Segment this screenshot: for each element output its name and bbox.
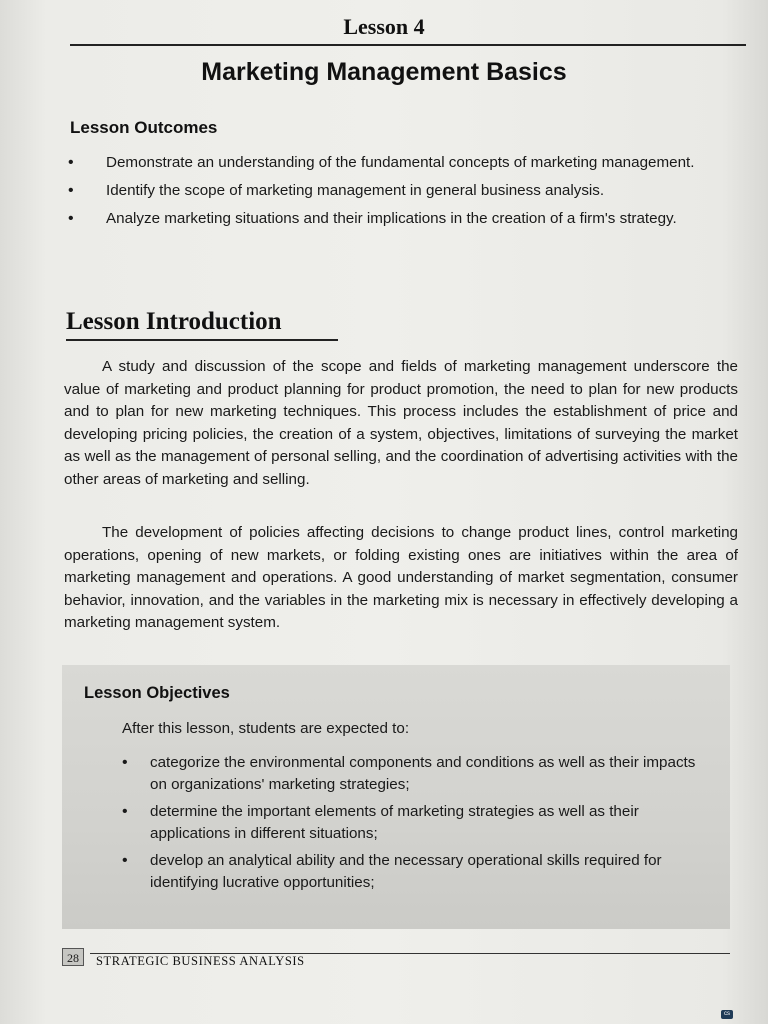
bullet-icon: • xyxy=(68,210,74,227)
outcomes-list xyxy=(66,152,742,236)
lesson-title: Marketing Management Basics xyxy=(201,58,567,86)
introduction-underline xyxy=(66,339,338,341)
bullet-icon: • xyxy=(68,154,74,171)
outcome-text: Identify the scope of marketing management in general business analysis. xyxy=(106,182,605,199)
introduction-heading: Lesson Introduction xyxy=(66,308,282,335)
objective-text: categorize the environmental components and conditions as well as their impacts on organizations' marketing strategies; xyxy=(150,754,696,793)
bullet-icon: • xyxy=(122,803,128,820)
objectives-intro: After this lesson, students are expected to: xyxy=(122,720,410,737)
page-number: 28 xyxy=(62,948,84,966)
title-divider xyxy=(70,44,746,46)
outcomes-heading: Lesson Outcomes xyxy=(70,118,218,137)
list-item xyxy=(66,180,742,202)
list-item xyxy=(120,850,710,894)
outcome-text: Demonstrate an understanding of the fundamental concepts of marketing management. xyxy=(106,154,695,171)
objectives-list xyxy=(120,752,710,899)
introduction-paragraph: A study and discussion of the scope and fields of marketing management underscore the value of marketing and product planning for product promotion, the need to plan for new products and to plan for new marketing techniques. This process includes the establishment of price and developing pricing policies, the creation of a system, objectives, limitations of surveying the market as well as the management of personal selling, and the coordination of advertising activities with the other areas of marketing and selling. xyxy=(64,358,738,488)
outcome-text: Analyze marketing situations and their implications in the creation of a firm's strategy. xyxy=(106,210,677,227)
running-footer-title: STRATEGIC BUSINESS ANALYSIS xyxy=(96,954,305,968)
scanner-badge-icon: cs xyxy=(721,1010,733,1019)
bullet-icon: • xyxy=(122,852,128,869)
bullet-icon: • xyxy=(68,182,74,199)
objectives-heading: Lesson Objectives xyxy=(84,684,230,702)
objective-text: develop an analytical ability and the necessary operational skills required for identifying lucrative opportunities; xyxy=(150,852,662,891)
list-item xyxy=(66,152,742,174)
introduction-paragraph: The development of policies affecting decisions to change product lines, control marketing operations, opening of new markets, or folding existing ones are initiatives within the area of marketing management and operations. A good understanding of market segmentation, consumer behavior, innovation, and the variables in the marketing mix is necessary in effectively developing a marketing management system. xyxy=(64,524,738,631)
list-item xyxy=(66,208,742,230)
lesson-number: Lesson 4 xyxy=(343,14,425,39)
list-item xyxy=(120,752,710,796)
bullet-icon: • xyxy=(122,754,128,771)
list-item xyxy=(120,801,710,845)
objective-text: determine the important elements of marketing strategies as well as their applications in different situations; xyxy=(150,803,639,842)
